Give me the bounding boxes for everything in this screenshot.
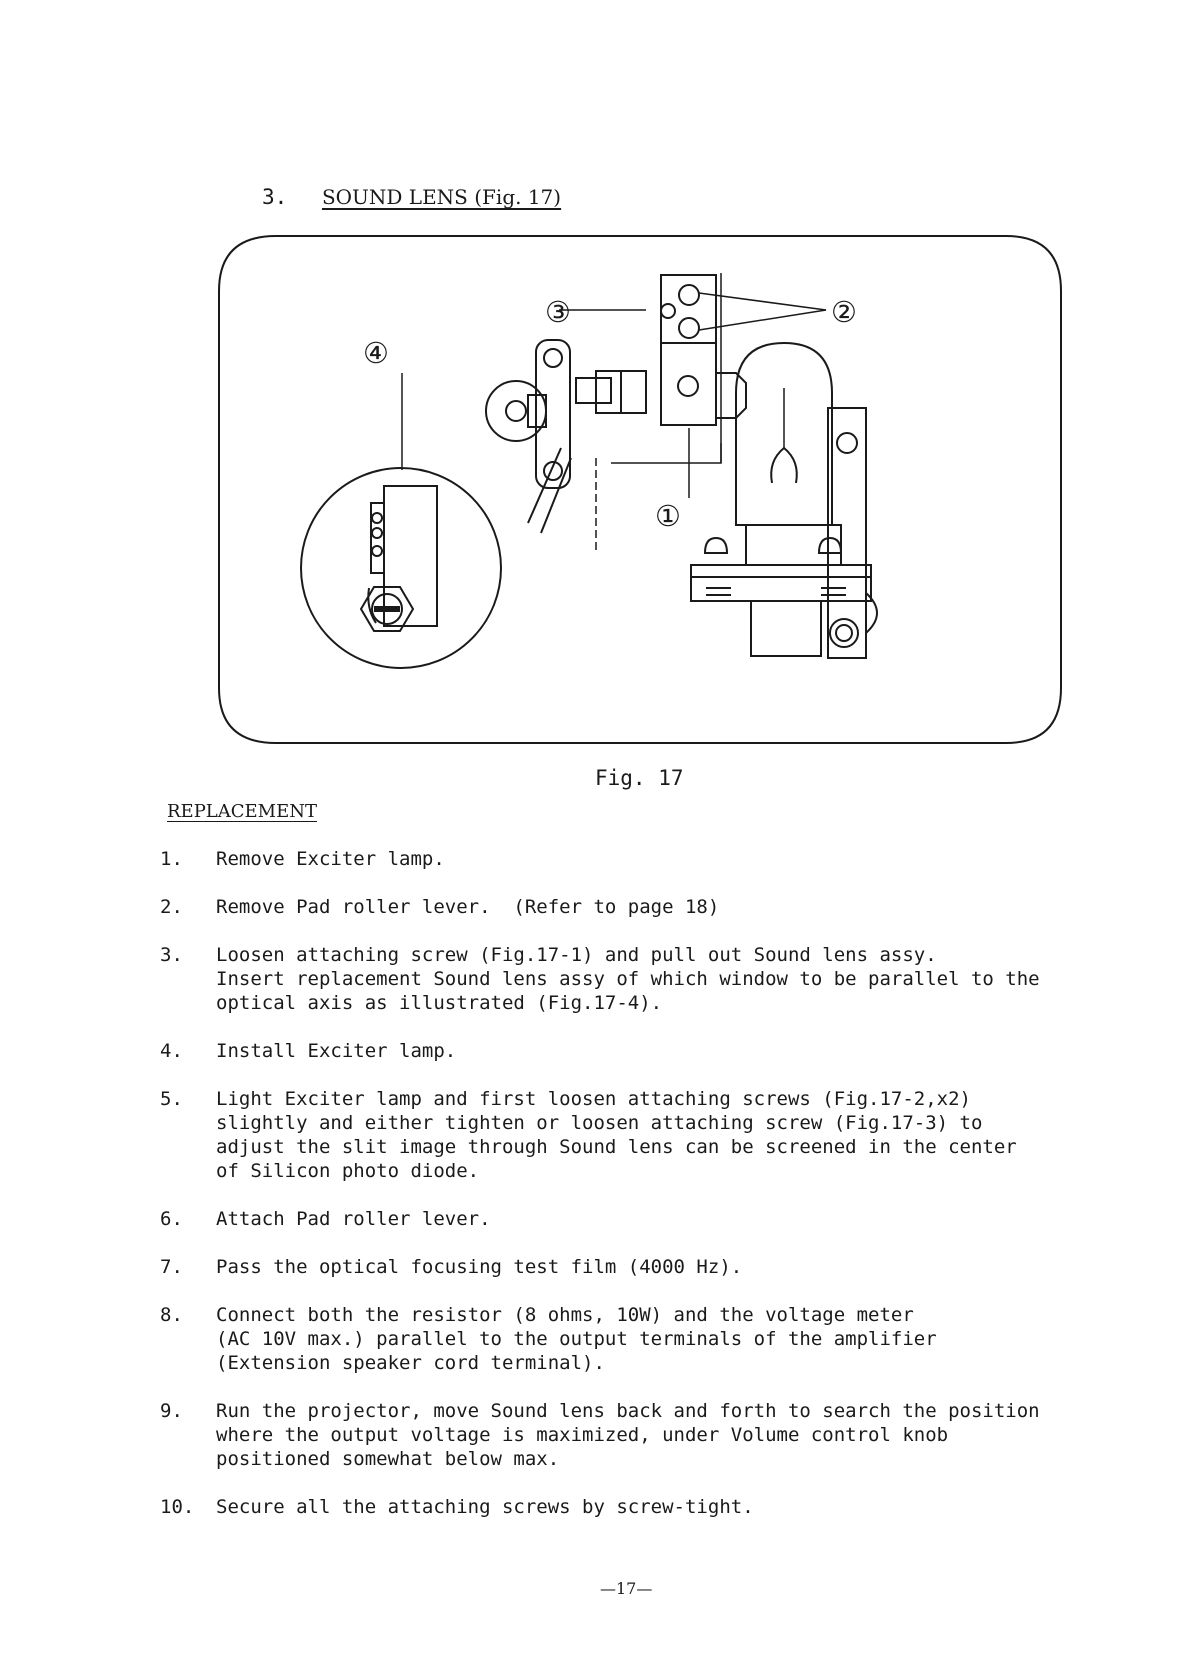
callout-1: ①	[655, 499, 681, 533]
callout-4: ④	[363, 336, 389, 370]
list-item: 3. Loosen attaching screw (Fig.17-1) and pull out Sound lens assy. Insert replacement Sound lens assy of which window to be parallel to the optical axis as illustrated (Fig.17-4).	[160, 944, 1040, 1014]
list-item: 2. Remove Pad roller lever. (Refer to page 18)	[160, 896, 720, 918]
replacement-heading: REPLACEMENT	[167, 801, 317, 822]
list-item: 5. Light Exciter lamp and first loosen attaching screws (Fig.17-2,x2) slightly and either tighten or loosen attaching screw (Fig.17-3) to adjust the slit image through Sound lens can be screened in the center of Silicon photo diode.	[160, 1088, 1017, 1182]
list-item: 4. Install Exciter lamp.	[160, 1040, 457, 1062]
list-item: 10. Secure all the attaching screws by screw-tight.	[160, 1496, 754, 1518]
section-heading	[262, 185, 561, 209]
list-item: 8. Connect both the resistor (8 ohms, 10W) and the voltage meter (AC 10V max.) parallel to the output terminals of the amplifier (Extension speaker cord terminal).	[160, 1304, 937, 1374]
list-item: 6. Attach Pad roller lever.	[160, 1208, 491, 1230]
list-item: 9. Run the projector, move Sound lens back and forth to search the position where the output voltage is maximized, under Volume control knob positioned somewhat below max.	[160, 1400, 1040, 1470]
list-item: 7. Pass the optical focusing test film (4000 Hz).	[160, 1256, 743, 1278]
lens-bracket	[661, 275, 716, 425]
callout-2: ②	[831, 295, 857, 329]
figure-frame	[219, 236, 1061, 743]
figure-17-diagram	[216, 233, 1064, 746]
callout-3: ③	[545, 295, 571, 329]
attaching-screw-icon	[678, 376, 698, 396]
list-item: 1. Remove Exciter lamp.	[160, 848, 445, 870]
figure-caption: Fig. 17	[595, 766, 684, 790]
section-number: 3.	[262, 185, 288, 209]
sound-lens-barrel	[576, 378, 611, 403]
page-number: —17—	[600, 1579, 653, 1598]
section-title: SOUND LENS (Fig. 17)	[321, 185, 562, 209]
replacement-steps	[160, 847, 1160, 1543]
detail-circle	[301, 468, 501, 668]
